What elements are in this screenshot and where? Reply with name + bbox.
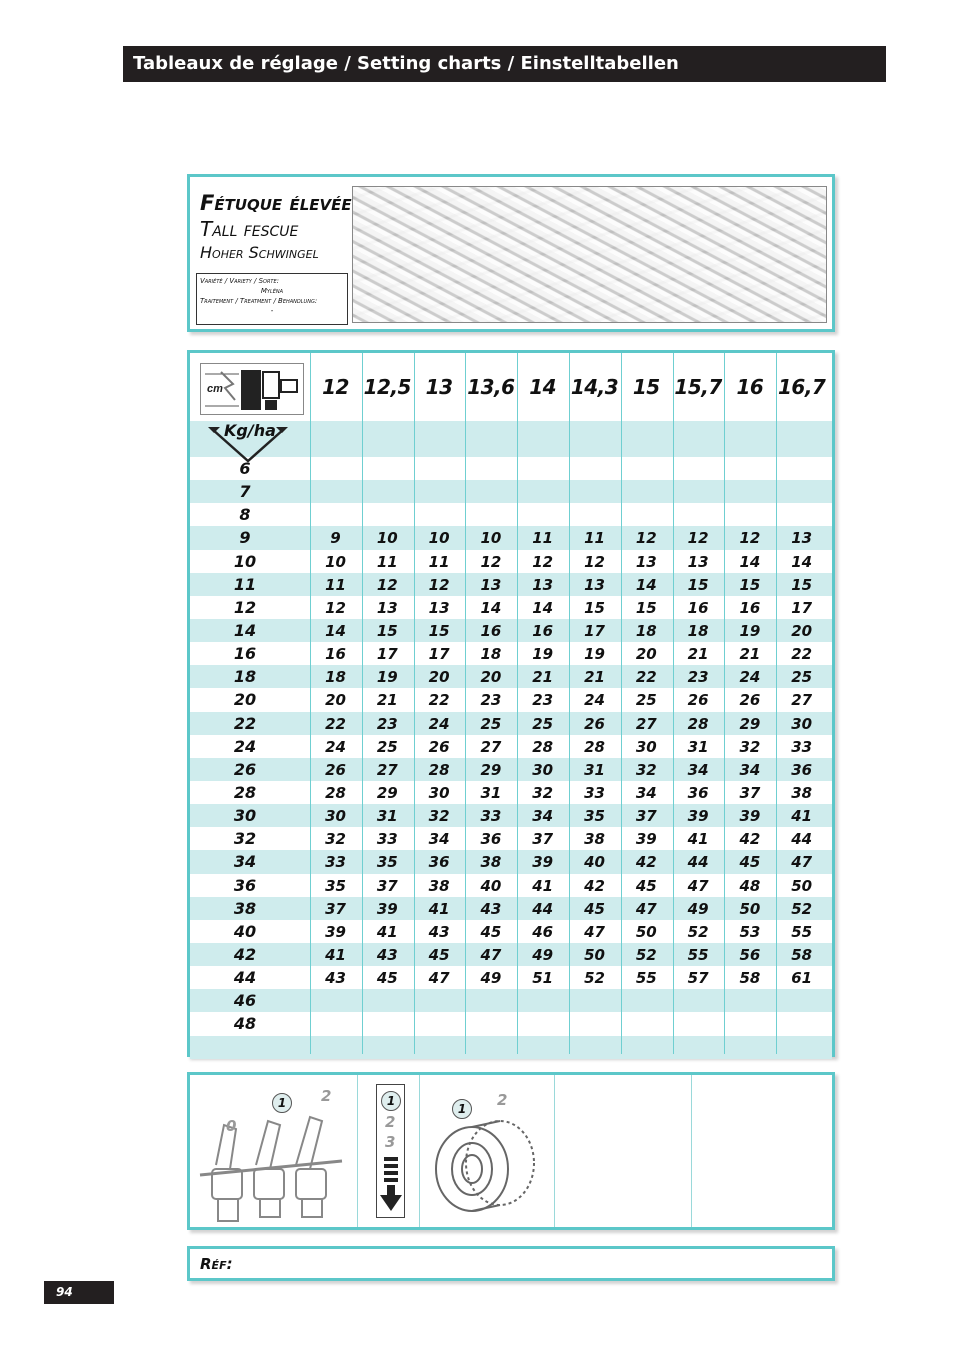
- table-cell: 38: [584, 830, 605, 849]
- table-cell: 36: [428, 853, 450, 872]
- table-cell: 39: [635, 830, 657, 849]
- table-cell: 11: [325, 575, 346, 594]
- table-cell: 33: [791, 737, 813, 756]
- table-cell: 37: [325, 899, 346, 918]
- table-cell: 42: [739, 830, 761, 849]
- table-cell: 20: [791, 621, 813, 640]
- table-cell: 52: [584, 969, 605, 988]
- table-cell: 12: [635, 529, 657, 548]
- row-label-kgha: 28: [233, 782, 257, 802]
- table-cell: 29: [739, 714, 761, 733]
- table-cell: 45: [376, 969, 398, 988]
- table-cell: 58: [739, 969, 761, 988]
- tools-divider: [691, 1075, 692, 1227]
- table-cell: 31: [584, 760, 605, 779]
- table-cell: 12: [532, 552, 554, 571]
- row-label-kgha: 10: [233, 551, 257, 571]
- species-name-en: Tall fescue: [200, 217, 299, 241]
- table-cell: 15: [584, 598, 605, 617]
- table-cell: 41: [376, 922, 398, 941]
- table-cell: 18: [687, 621, 709, 640]
- table-cell: 26: [687, 691, 709, 710]
- row-label-kgha: 7: [239, 482, 251, 502]
- row-label-kgha: 24: [233, 736, 257, 756]
- table-cell: 13: [376, 598, 398, 617]
- table-cell: 12: [584, 552, 605, 571]
- table-cell: 18: [480, 645, 502, 664]
- row-label-kgha: 20: [233, 690, 257, 710]
- table-cell: 27: [791, 691, 813, 710]
- table-cell: 35: [584, 807, 605, 826]
- row-label-kgha: 34: [233, 852, 257, 872]
- table-cell: 41: [687, 830, 709, 849]
- table-cell: 31: [687, 737, 709, 756]
- table-cell: 33: [480, 807, 502, 826]
- row-label-kgha: 12: [233, 597, 257, 617]
- table-cell: 33: [584, 783, 605, 802]
- variety-value: Myléna: [260, 287, 284, 295]
- table-cell: 28: [687, 714, 709, 733]
- seed-photo: [352, 186, 827, 323]
- table-cell: 14: [532, 598, 554, 617]
- table-cell: 38: [480, 853, 502, 872]
- table-cell: 15: [376, 621, 398, 640]
- tractor-cm-label: cm: [207, 383, 223, 395]
- table-cell: 14: [325, 621, 346, 640]
- table-cell: 17: [791, 598, 813, 617]
- table-cell: 15: [739, 575, 761, 594]
- table-cell: 49: [687, 899, 709, 918]
- table-cell: 23: [687, 668, 709, 687]
- table-cell: 20: [325, 691, 346, 710]
- table-cell: 45: [584, 899, 605, 918]
- table-cell: 32: [635, 760, 657, 779]
- table-cell: 41: [532, 876, 554, 895]
- table-cell: 29: [376, 783, 398, 802]
- table-cell: 26: [428, 737, 450, 756]
- row-label-kgha: 44: [233, 968, 257, 988]
- row-label-kgha: 8: [239, 505, 251, 525]
- table-cell: 13: [428, 598, 450, 617]
- row-label-kgha: 26: [233, 759, 257, 779]
- row-label-kgha: 30: [233, 806, 257, 826]
- table-cell: 25: [791, 668, 813, 687]
- table-cell: 13: [480, 575, 502, 594]
- table-cell: 43: [428, 922, 450, 941]
- table-cell: 22: [791, 645, 813, 664]
- row-stripe: [190, 1036, 832, 1059]
- table-cell: 58: [791, 945, 813, 964]
- column-header-width: 12: [322, 375, 349, 399]
- table-cell: 30: [428, 783, 450, 802]
- table-cell: 25: [376, 737, 398, 756]
- table-cell: 43: [376, 945, 398, 964]
- row-label-kgha: 36: [233, 875, 257, 895]
- tools-divider: [419, 1075, 420, 1227]
- table-cell: 30: [791, 714, 813, 733]
- table-cell: 11: [584, 529, 605, 548]
- table-cell: 43: [325, 969, 346, 988]
- table-cell: 11: [532, 529, 554, 548]
- table-cell: 16: [480, 621, 502, 640]
- table-cell: 47: [791, 853, 813, 872]
- table-cell: 19: [532, 645, 554, 664]
- table-cell: 49: [532, 945, 554, 964]
- tractor-width-icon: [200, 363, 304, 415]
- table-cell: 10: [480, 529, 502, 548]
- row-label-kgha: 18: [233, 667, 257, 687]
- table-cell: 16: [325, 645, 346, 664]
- table-cell: 47: [635, 899, 657, 918]
- lever-position-2: 2: [321, 1087, 332, 1105]
- table-cell: 52: [635, 945, 657, 964]
- treatment-value: -: [270, 307, 274, 315]
- table-cell: 34: [687, 760, 709, 779]
- table-cell: 18: [635, 621, 657, 640]
- table-cell: 12: [480, 552, 502, 571]
- table-cell: 26: [584, 714, 605, 733]
- table-cell: 18: [325, 668, 346, 687]
- table-cell: 29: [480, 760, 502, 779]
- table-cell: 15: [635, 598, 657, 617]
- table-cell: 17: [584, 621, 605, 640]
- table-cell: 39: [325, 922, 346, 941]
- table-cell: 15: [428, 621, 450, 640]
- table-cell: 35: [376, 853, 398, 872]
- treatment-label: Traitement / Treatment / Behandlung:: [200, 297, 318, 305]
- table-cell: 57: [687, 969, 709, 988]
- table-cell: 24: [428, 714, 450, 733]
- row-label-kgha: 42: [233, 944, 257, 964]
- wheel-illustration: [430, 1107, 545, 1222]
- table-cell: 26: [325, 760, 346, 779]
- tools-divider: [554, 1075, 555, 1227]
- table-cell: 52: [791, 899, 813, 918]
- species-name-fr: Fétuque élevée: [200, 191, 352, 215]
- table-cell: 13: [687, 552, 709, 571]
- kgha-label: Kg/ha: [224, 421, 276, 440]
- table-cell: 21: [584, 668, 605, 687]
- table-cell: 10: [325, 552, 346, 571]
- table-cell: 52: [687, 922, 709, 941]
- table-cell: 22: [635, 668, 657, 687]
- table-cell: 25: [532, 714, 554, 733]
- row-label-kgha: 14: [233, 620, 257, 640]
- row-label-kgha: 6: [239, 459, 251, 478]
- table-cell: 26: [739, 691, 761, 710]
- table-cell: 40: [480, 876, 502, 895]
- table-cell: 56: [739, 945, 761, 964]
- table-cell: 14: [739, 552, 761, 571]
- table-cell: 13: [791, 529, 813, 548]
- table-cell: 14: [480, 598, 502, 617]
- row-label-kgha: 22: [233, 713, 257, 733]
- column-header-width: 13,6: [467, 375, 515, 399]
- table-cell: 20: [635, 645, 657, 664]
- column-header-width: 16: [736, 375, 764, 399]
- table-cell: 13: [635, 552, 657, 571]
- tools-panel: [187, 1072, 835, 1230]
- table-cell: 24: [739, 668, 761, 687]
- table-cell: 40: [584, 853, 605, 872]
- table-cell: 41: [428, 899, 450, 918]
- table-cell: 12: [325, 598, 346, 617]
- table-cell: 37: [739, 783, 761, 802]
- table-cell: 11: [376, 552, 398, 571]
- table-cell: 17: [428, 645, 450, 664]
- column-header-width: 14: [529, 375, 557, 399]
- table-cell: 23: [480, 691, 502, 710]
- column-header-width: 14,3: [570, 375, 619, 399]
- table-cell: 55: [791, 922, 813, 941]
- table-cell: 30: [635, 737, 657, 756]
- lever-position-selected: 1: [272, 1093, 292, 1113]
- table-cell: 33: [376, 830, 398, 849]
- table-cell: 37: [635, 807, 657, 826]
- scale-position-2: 2: [385, 1113, 396, 1131]
- table-cell: 28: [325, 783, 346, 802]
- table-cell: 24: [584, 691, 605, 710]
- table-cell: 14: [791, 552, 813, 571]
- variety-treatment-box: [196, 273, 348, 325]
- row-label-kgha: 9: [239, 528, 251, 548]
- table-cell: 49: [480, 969, 502, 988]
- page-number: 94: [44, 1281, 114, 1304]
- table-cell: 45: [480, 922, 502, 941]
- table-cell: 11: [428, 552, 450, 571]
- table-cell: 28: [584, 737, 605, 756]
- table-cell: 21: [687, 645, 709, 664]
- species-panel: [187, 174, 835, 332]
- table-cell: 41: [791, 807, 813, 826]
- table-cell: 20: [480, 668, 502, 687]
- table-cell: 30: [325, 807, 346, 826]
- scale-position-3: 3: [385, 1133, 396, 1151]
- lever-illustration: [196, 1095, 346, 1225]
- tools-divider: [357, 1075, 358, 1227]
- column-header-width: 12,5: [363, 375, 411, 399]
- table-cell: 19: [739, 621, 761, 640]
- lever-position-0: 0: [226, 1117, 237, 1135]
- table-cell: 32: [325, 830, 346, 849]
- row-label-kgha: 11: [233, 574, 257, 594]
- table-cell: 15: [791, 575, 813, 594]
- table-cell: 53: [739, 922, 761, 941]
- column-header-width: 16,7: [778, 375, 826, 399]
- section-header: Tableaux de réglage / Setting charts / Einstelltabellen: [123, 46, 886, 82]
- table-cell: 48: [739, 876, 761, 895]
- table-cell: 25: [635, 691, 657, 710]
- column-header-width: 15: [632, 375, 660, 399]
- table-cell: 50: [739, 899, 761, 918]
- table-cell: 27: [635, 714, 657, 733]
- table-cell: 55: [635, 969, 657, 988]
- species-name-de: Hoher Schwingel: [200, 243, 319, 262]
- table-cell: 16: [687, 598, 709, 617]
- row-label-kgha: 16: [233, 644, 257, 664]
- table-cell: 38: [428, 876, 450, 895]
- table-cell: 45: [428, 945, 450, 964]
- table-cell: 36: [687, 783, 709, 802]
- column-header-width: 15,7: [674, 375, 722, 399]
- setting-table: [187, 350, 835, 1057]
- wheel-position-selected: 1: [452, 1099, 472, 1119]
- table-cell: 47: [480, 945, 502, 964]
- table-cell: 47: [687, 876, 709, 895]
- table-cell: 34: [532, 807, 554, 826]
- table-cell: 43: [480, 899, 502, 918]
- table-cell: 19: [376, 668, 398, 687]
- table-cell: 15: [687, 575, 709, 594]
- table-cell: 33: [325, 853, 346, 872]
- table-cell: 24: [325, 737, 346, 756]
- table-cell: 12: [376, 575, 398, 594]
- table-cell: 16: [739, 598, 761, 617]
- table-cell: 32: [739, 737, 761, 756]
- table-cell: 14: [635, 575, 657, 594]
- table-cell: 12: [428, 575, 450, 594]
- table-cell: 51: [532, 969, 554, 988]
- table-cell: 21: [739, 645, 761, 664]
- table-cell: 30: [532, 760, 554, 779]
- table-cell: 55: [687, 945, 709, 964]
- column-header-width: 13: [425, 375, 453, 399]
- table-cell: 16: [532, 621, 554, 640]
- table-cell: 42: [584, 876, 605, 895]
- table-cell: 47: [584, 922, 605, 941]
- table-cell: 47: [428, 969, 450, 988]
- table-cell: 21: [376, 691, 398, 710]
- table-cell: 39: [739, 807, 761, 826]
- row-label-kgha: 38: [233, 898, 257, 918]
- table-cell: 27: [480, 737, 502, 756]
- table-cell: 32: [532, 783, 554, 802]
- row-label-kgha: 32: [233, 829, 257, 849]
- table-cell: 19: [584, 645, 605, 664]
- table-cell: 45: [739, 853, 761, 872]
- table-cell: 12: [687, 529, 709, 548]
- table-cell: 61: [791, 969, 813, 988]
- table-cell: 39: [532, 853, 554, 872]
- table-cell: 42: [635, 853, 657, 872]
- table-cell: 27: [376, 760, 398, 779]
- table-cell: 39: [687, 807, 709, 826]
- variety-label: Variété / Variety / Sorte:: [200, 277, 279, 285]
- reference-label: Réf:: [200, 1255, 233, 1273]
- table-cell: 9: [330, 529, 341, 548]
- scale-position-selected: 1: [381, 1091, 401, 1111]
- table-cell: 32: [428, 807, 450, 826]
- table-cell: 28: [532, 737, 554, 756]
- table-cell: 50: [791, 876, 813, 895]
- table-cell: 38: [791, 783, 813, 802]
- table-cell: 17: [376, 645, 398, 664]
- table-cell: 39: [376, 899, 398, 918]
- wheel-position-2: 2: [497, 1091, 508, 1109]
- table-cell: 44: [532, 899, 554, 918]
- table-cell: 44: [687, 853, 709, 872]
- table-cell: 23: [532, 691, 554, 710]
- table-cell: 28: [428, 760, 450, 779]
- table-cell: 13: [584, 575, 605, 594]
- table-cell: 41: [325, 945, 346, 964]
- row-label-kgha: 46: [233, 991, 257, 1011]
- table-cell: 12: [739, 529, 761, 548]
- table-cell: 21: [532, 668, 554, 687]
- table-cell: 31: [376, 807, 398, 826]
- table-cell: 13: [532, 575, 554, 594]
- table-cell: 37: [376, 876, 398, 895]
- table-cell: 10: [376, 529, 398, 548]
- opening-scale: [376, 1084, 405, 1218]
- table-cell: 22: [325, 714, 346, 733]
- table-cell: 25: [480, 714, 502, 733]
- table-cell: 20: [428, 668, 450, 687]
- row-label-kgha: 40: [233, 921, 257, 941]
- table-cell: 22: [428, 691, 450, 710]
- table-cell: 31: [480, 783, 502, 802]
- table-cell: 34: [739, 760, 761, 779]
- scale-arrow-icon: [380, 1155, 402, 1215]
- table-cell: 35: [325, 876, 346, 895]
- table-cell: 23: [376, 714, 398, 733]
- table-cell: 46: [532, 922, 554, 941]
- table-cell: 36: [480, 830, 502, 849]
- table-cell: 34: [428, 830, 450, 849]
- table-cell: 50: [584, 945, 605, 964]
- table-cell: 37: [532, 830, 554, 849]
- reference-panel: [187, 1246, 835, 1281]
- table-cell: 45: [635, 876, 657, 895]
- table-cell: 10: [428, 529, 450, 548]
- table-cell: 44: [791, 830, 813, 849]
- table-cell: 36: [791, 760, 813, 779]
- table-cell: 50: [635, 922, 657, 941]
- row-label-kgha: 48: [233, 1014, 257, 1034]
- table-cell: 34: [635, 783, 657, 802]
